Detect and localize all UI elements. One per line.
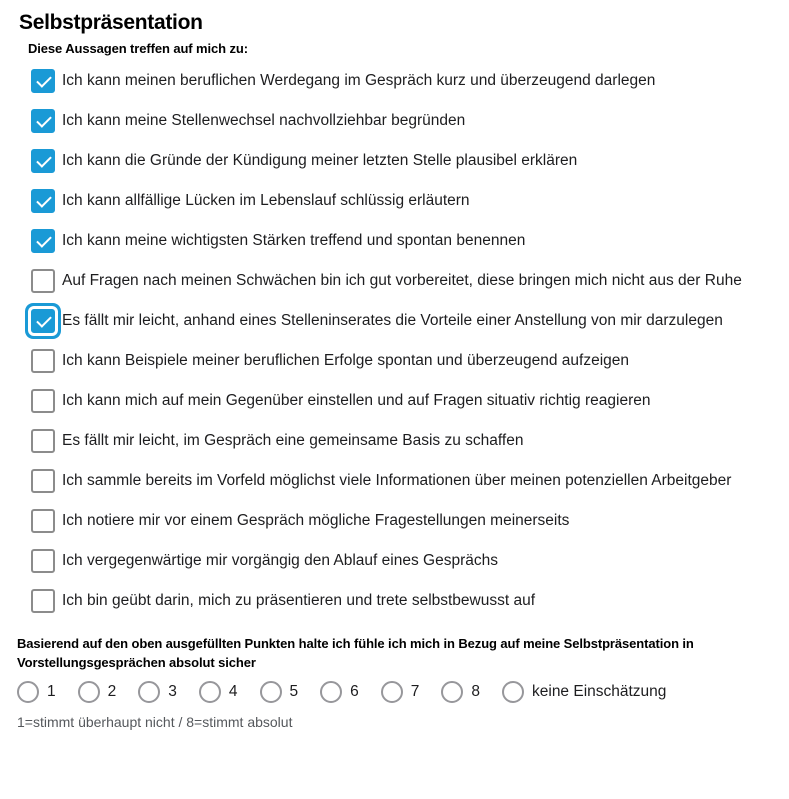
radio-label[interactable]: keine Einschätzung [532,683,667,700]
checkbox-row [31,349,789,373]
checkbox-row [31,469,789,493]
checkbox-label[interactable]: Ich kann meine Stellenwechsel nachvollziehbar begründen [62,112,466,129]
checkbox-row [31,309,789,333]
checkbox-row [31,69,789,93]
radio-label[interactable]: 6 [350,683,359,700]
checkbox-label[interactable]: Es fällt mir leicht, anhand eines Stelleninserates die Vorteile einer Anstellung von mir darzulegen [62,312,723,329]
radio-button[interactable] [138,681,160,703]
radio-label[interactable]: 3 [168,683,177,700]
checkbox-label[interactable]: Ich kann allfällige Lücken im Lebenslauf schlüssig erläutern [62,192,470,209]
checkbox-row [31,589,789,613]
checkbox-row [31,389,789,413]
checkbox-row [31,229,789,253]
checkbox[interactable] [31,549,55,573]
radio-button[interactable] [381,681,403,703]
scale-note: 1=stimmt überhaupt nicht / 8=stimmt absolut [17,714,293,730]
checkbox-label[interactable]: Auf Fragen nach meinen Schwächen bin ich gut vorbereitet, diese bringen mich nicht aus der Ruhe [62,272,742,289]
checkbox[interactable] [31,509,55,533]
checkbox[interactable] [31,429,55,453]
checkbox-row [31,549,789,573]
checkbox[interactable] [31,349,55,373]
page-title: Selbstpräsentation [19,11,203,34]
checklist-instruction: Diese Aussagen treffen auf mich zu: [28,41,248,56]
radio-button[interactable] [320,681,342,703]
radio-option [199,681,238,703]
rating-question: Basierend auf den oben ausgefüllten Punkten halte ich fühle ich mich in Bezug auf meine Selbstpräsentation in Vorstellungsgesprächen absolut sicher [17,636,694,670]
checkbox-row [31,189,789,213]
checkbox-label[interactable]: Ich notiere mir vor einem Gespräch mögliche Fragestellungen meinerseits [62,512,570,529]
checkbox-label[interactable]: Ich sammle bereits im Vorfeld möglichst viele Informationen über meinen potenziellen Arbeitgeber [62,472,732,489]
checkbox[interactable] [31,309,55,333]
radio-button[interactable] [502,681,524,703]
radio-option [260,681,299,703]
checkbox-label[interactable]: Ich bin geübt darin, mich zu präsentieren und trete selbstbewusst auf [62,592,536,609]
radio-button[interactable] [199,681,221,703]
radio-button[interactable] [441,681,463,703]
radio-option [441,681,480,703]
checkbox-row [31,509,789,533]
radio-option [138,681,177,703]
radio-option [78,681,117,703]
radio-button[interactable] [17,681,39,703]
checkbox-label[interactable]: Ich kann die Gründe der Kündigung meiner letzten Stelle plausibel erklären [62,152,578,169]
checkbox-row [31,269,789,293]
radio-button[interactable] [78,681,100,703]
radio-label[interactable]: 4 [228,683,238,700]
radio-option [17,681,56,703]
radio-label[interactable]: 7 [410,683,420,700]
checkbox[interactable] [31,69,55,93]
checkbox[interactable] [31,469,55,493]
checkbox-row [31,109,789,133]
checkbox-label[interactable]: Ich kann Beispiele meiner beruflichen Erfolge spontan und überzeugend aufzeigen [62,352,629,369]
radio-option [320,681,359,703]
checkbox[interactable] [31,229,55,253]
radio-label[interactable]: 5 [289,683,299,700]
radio-option [502,681,666,703]
checkbox-row [31,149,789,173]
checkbox-label[interactable]: Ich kann mich auf mein Gegenüber einstellen und auf Fragen situativ richtig reagieren [62,392,651,409]
checkbox[interactable] [31,109,55,133]
checklist [31,69,789,613]
checkbox-label[interactable]: Ich vergegenwärtige mir vorgängig den Ablauf eines Gesprächs [62,552,498,569]
radio-label[interactable]: 2 [107,683,117,700]
checkbox-row [31,429,789,453]
checkbox[interactable] [31,149,55,173]
radio-label[interactable]: 1 [47,683,56,700]
checkbox-label[interactable]: Es fällt mir leicht, im Gespräch eine gemeinsame Basis zu schaffen [62,432,524,449]
checkbox[interactable] [31,269,55,293]
radio-label[interactable]: 8 [471,683,480,700]
radio-option [381,681,420,703]
checkbox[interactable] [31,189,55,213]
radio-button[interactable] [260,681,282,703]
checkbox[interactable] [31,389,55,413]
checkbox-label[interactable]: Ich kann meinen beruflichen Werdegang im Gespräch kurz und überzeugend darlegen [62,72,656,89]
rating-scale [17,681,789,703]
checkbox[interactable] [31,589,55,613]
checkbox-label[interactable]: Ich kann meine wichtigsten Stärken treffend und spontan benennen [62,232,526,249]
